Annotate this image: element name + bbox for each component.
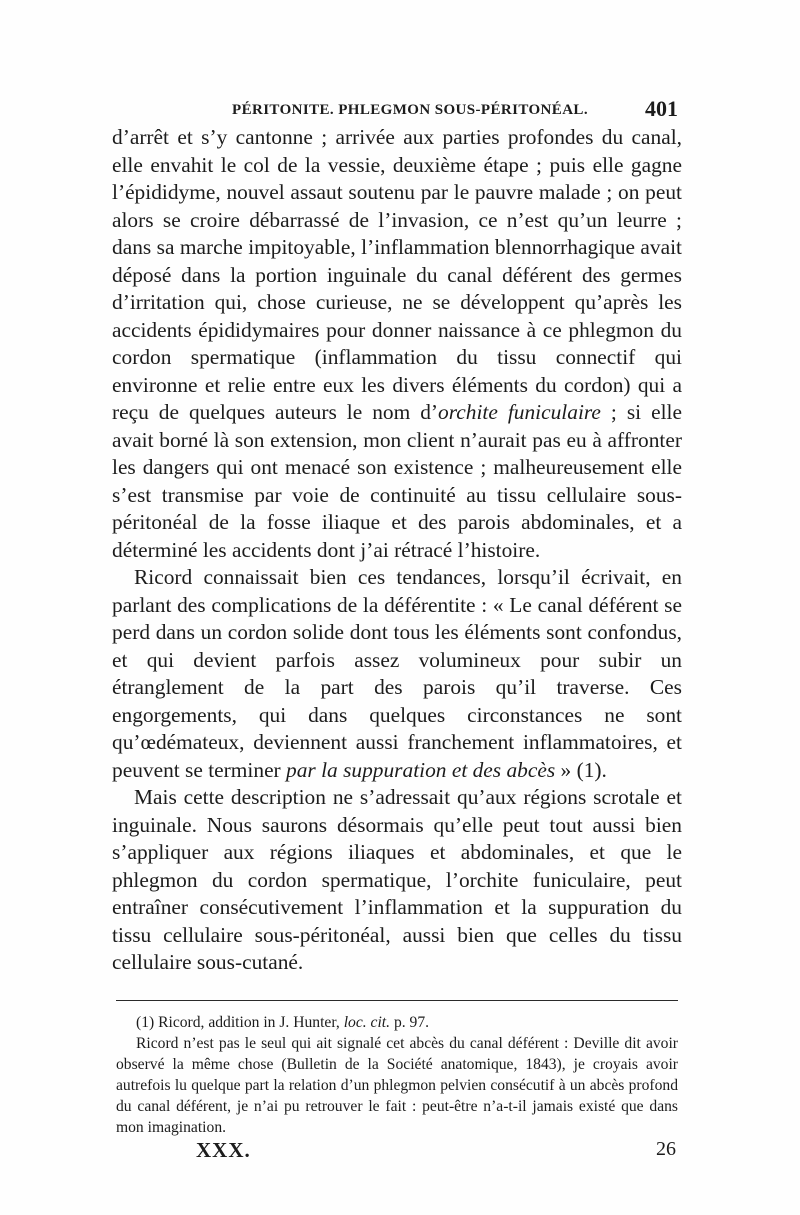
paragraph-1-italic: orchite funiculaire xyxy=(438,400,601,424)
footnote-reference-italic: loc. cit. xyxy=(343,1014,391,1031)
page-number: 401 xyxy=(645,96,678,121)
folio-number: 26 xyxy=(656,1138,676,1160)
footnote-reference-suffix: p. 97. xyxy=(390,1014,430,1031)
paragraph-1-text-b: ; si elle avait borné là son extension, mon client n’aurait pas eu à affronter les dangers qui ont menacé son existence ; malheureusement elle s’est transmise par voie de continuité au tissu cellulaire sous-péritonéal de la fosse iliaque et des parois abdominales, et a déterminé les accidents dont j’ai rétracé l’histoire. xyxy=(112,400,682,562)
paragraph-1-text-a: d’arrêt et s’y cantonne ; arrivée aux parties profondes du canal, elle envahit le col de la vessie, deuxième étape ; puis elle gagne l’épididyme, nouvel assaut soutenu par le pauvre malade ; on peut alors se croire débarrassé de l’invasion, ce n’est qu’un leurre ; dans sa marche impitoyable, l’inflammation blennorrhagique avait déposé dans la portion inguinale du canal déférent des germes d’irritation qui, chose curieuse, ne se développent qu’après les accidents épididymaires pour donner naissance à ce phlegmon du cordon spermatique (inflammation du tissu connectif qui environne et relie entre eux les divers éléments du cordon) qui a reçu de quelques auteurs le nom d’ xyxy=(112,125,682,424)
footnote-note: Ricord n’est pas le seul qui ait signalé cet abcès du canal déférent : Deville dit avoir observé la même chose (Bulletin de la Société anatomique, 1843), je croyais avoir autrefois lu quelque part la relation d’un phlegmon pelvien consécutif à un abcès profond du canal déférent, je n’ai pu retrouver le fait : peut-être n’a-t-il jamais existé que dans mon imagination. xyxy=(116,1035,678,1136)
body-text xyxy=(112,124,682,977)
page-header xyxy=(112,96,678,126)
footnote-reference xyxy=(116,1012,678,1033)
signature-mark: XXX. xyxy=(196,1138,251,1162)
footnote-separator xyxy=(116,1000,678,1001)
paragraph-2-text-b: » (1). xyxy=(555,757,607,782)
paragraph-2 xyxy=(112,564,682,784)
running-head: PÉRITONITE. PHLEGMON SOUS-PÉRITONÉAL. xyxy=(232,102,588,118)
footnote-reference-prefix: (1) Ricord, addition in J. Hunter, xyxy=(136,1014,344,1031)
paragraph-3: Mais cette description ne s’adressait qu’aux régions scrotale et inguinale. Nous saurons désormais qu’elle peut tout aussi bien s’appliquer aux régions iliaques et abdominales, et que le phlegmon du cordon spermatique, l’orchite funiculaire, peut entraîner consécutivement l’inflammation et la suppuration du tissu cellulaire sous-péritonéal, aussi bien que celles du tissu cellulaire sous-cutané. xyxy=(112,785,682,974)
footnote xyxy=(116,1012,678,1138)
paragraph-2-text-a: Ricord connaissait bien ces tendances, lorsqu’il écrivait, en parlant des complications de la déférentite : « Le canal déférent se perd dans un cordon solide dont tous les éléments sont confondus, et qui devient parfois assez volumineux pour subir un étranglement de la part des parois qu’il traverse. Ces engorgements, qui dans quelques circonstances ne sont qu’œdémateux, deviennent aussi franchement inflammatoires, et peuvent se terminer xyxy=(112,565,682,782)
paragraph-1 xyxy=(112,124,682,564)
paragraph-2-italic: par la suppuration et des abcès xyxy=(286,757,556,782)
